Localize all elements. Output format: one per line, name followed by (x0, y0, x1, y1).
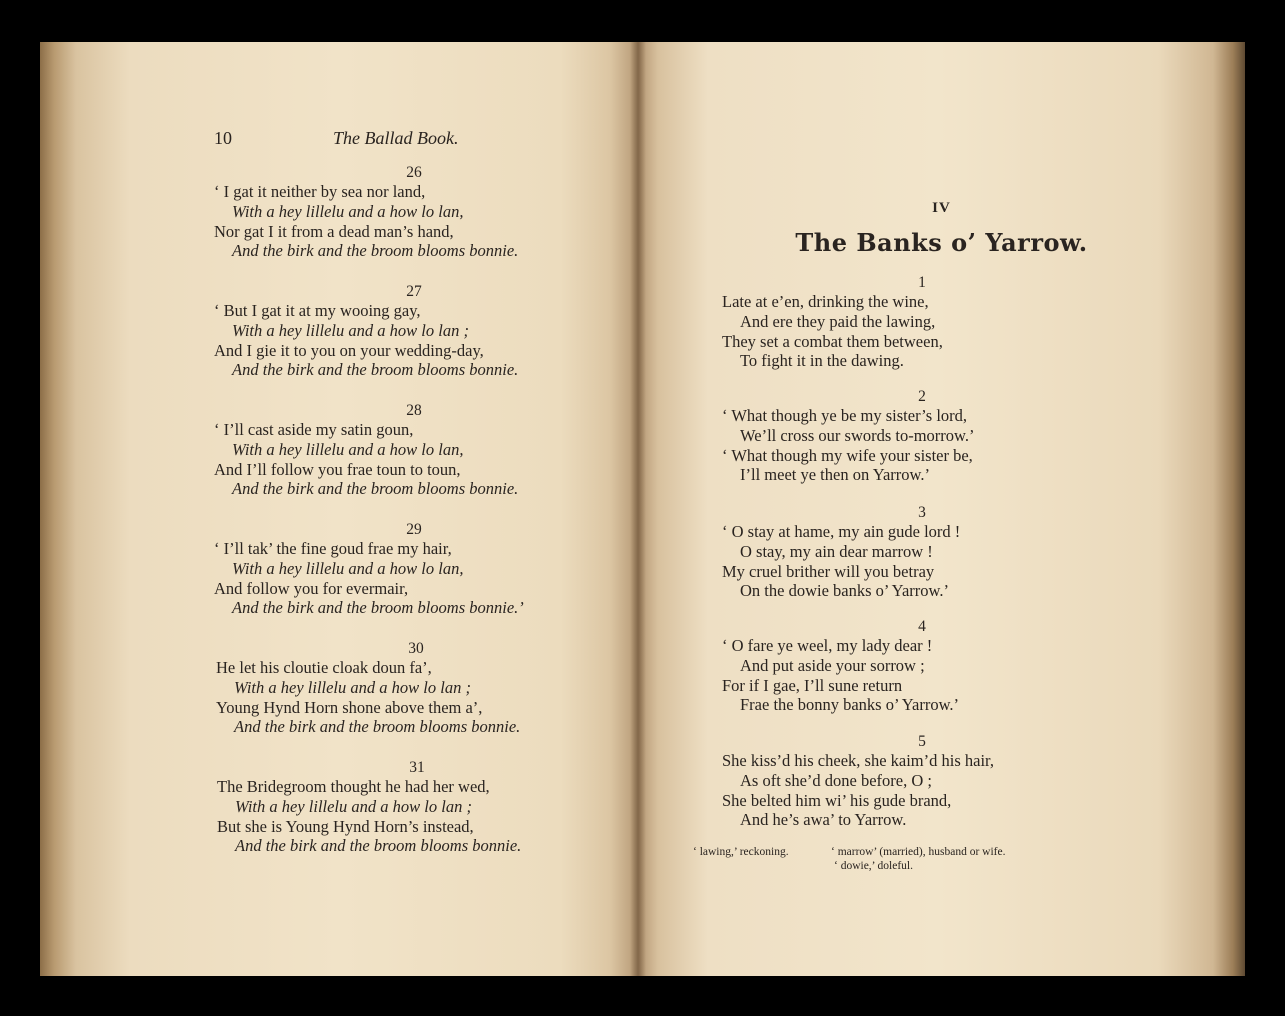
footnote: ‘ dowie,’ doleful. (834, 860, 913, 872)
book-gutter (630, 42, 646, 976)
verse-line: I’ll meet ye then on Yarrow.’ (740, 465, 931, 485)
verse-line: Young Hynd Horn shone above them a’, (216, 697, 483, 717)
verse-line: They set a combat them between, (722, 331, 943, 351)
refrain-line: With a hey lillelu and a how lo lan, (232, 439, 464, 459)
stanza-number: 28 (406, 402, 422, 419)
refrain-line: With a hey lillelu and a how lo lan ; (234, 677, 471, 697)
stanza (722, 504, 1122, 601)
stanza (214, 164, 614, 261)
stanza (216, 640, 616, 737)
stanza (722, 618, 1122, 715)
footnote: ‘ marrow’ (married), husband or wife. (831, 846, 1006, 858)
verse-line: ‘ I’ll cast aside my satin goun, (214, 420, 414, 439)
refrain-line: And the birk and the broom blooms bonnie. (234, 717, 521, 737)
verse-line: She kiss’d his cheek, she kaim’d his hair, (722, 751, 995, 770)
stanza (214, 402, 614, 499)
stanza (722, 274, 1122, 371)
stanza-number: 26 (406, 164, 422, 181)
verse-line: ‘ O fare ye weel, my lady dear ! (722, 636, 933, 655)
verse-line: And put aside your sorrow ; (740, 655, 925, 675)
stanza-number: 27 (406, 283, 422, 300)
stanza (214, 521, 614, 618)
verse-line: Late at e’en, drinking the wine, (722, 292, 929, 311)
ballad-number: IV (932, 200, 951, 216)
stanza (214, 283, 614, 380)
verse-line: The Bridegroom thought he had her wed, (217, 777, 490, 796)
refrain-line: With a hey lillelu and a how lo lan ; (232, 320, 469, 340)
stanza-number: 2 (918, 388, 926, 405)
verse-line: As oft she’d done before, O ; (740, 770, 932, 790)
verse-line: ‘ What though ye be my sister’s lord, (722, 406, 968, 425)
verse-line: ‘ O stay at hame, my ain gude lord ! (722, 522, 961, 541)
verse-line: And follow you for evermair, (214, 578, 409, 598)
refrain-line: And the birk and the broom blooms bonnie. (235, 836, 522, 856)
verse-line: ‘ I gat it neither by sea nor land, (214, 182, 426, 201)
running-title: The Ballad Book. (333, 128, 459, 148)
verse-line: ‘ What though my wife your sister be, (722, 445, 973, 465)
refrain-line: With a hey lillelu and a how lo lan, (232, 558, 464, 578)
verse-line: And I’ll follow you frae toun to toun, (214, 459, 461, 479)
footnote: ‘ lawing,’ reckoning. (693, 846, 789, 858)
open-book (40, 42, 1245, 976)
verse-line: On the dowie banks o’ Yarrow.’ (740, 581, 949, 601)
verse-line: He let his cloutie cloak doun fa’, (216, 658, 432, 677)
refrain-line: And the birk and the broom blooms bonnie. (232, 360, 519, 380)
verse-line: My cruel brither will you betray (722, 561, 935, 581)
refrain-line: And the birk and the broom blooms bonnie. (232, 241, 519, 261)
stanza-number: 5 (918, 733, 926, 750)
stanza (722, 388, 1122, 485)
stanza-number: 31 (409, 759, 425, 776)
stanza (217, 759, 617, 856)
ballad-title: The Banks o’ Yarrow. (795, 228, 1088, 257)
stanza-number: 29 (406, 521, 422, 538)
stanza-number: 4 (918, 618, 926, 635)
refrain-line: And the birk and the broom blooms bonnie. (232, 479, 519, 499)
verse-line: And he’s awa’ to Yarrow. (740, 810, 907, 830)
verse-line: We’ll cross our swords to-morrow.’ (740, 425, 975, 445)
right-page (638, 42, 1245, 976)
refrain-line: With a hey lillelu and a how lo lan ; (235, 796, 472, 816)
stanza-number: 3 (918, 504, 926, 521)
verse-line: ‘ I’ll tak’ the fine goud frae my hair, (214, 539, 452, 558)
verse-line: ‘ But I gat it at my wooing gay, (214, 301, 421, 320)
verse-line: But she is Young Hynd Horn’s instead, (217, 816, 474, 836)
refrain-line: And the birk and the broom blooms bonnie.’ (232, 598, 524, 618)
verse-line: And ere they paid the lawing, (740, 311, 936, 331)
verse-line: To fight it in the dawing. (740, 351, 904, 371)
verse-line: She belted him wi’ his gude brand, (722, 790, 952, 810)
stanza (722, 733, 1122, 830)
verse-line: For if I gae, I’ll sune return (722, 675, 903, 695)
verse-line: O stay, my ain dear marrow ! (740, 541, 933, 561)
verse-line: Frae the bonny banks o’ Yarrow.’ (740, 695, 960, 715)
verse-line: And I gie it to you on your wedding-day, (214, 340, 484, 360)
page-number: 10 (214, 128, 232, 148)
refrain-line: With a hey lillelu and a how lo lan, (232, 201, 464, 221)
stanza-number: 1 (918, 274, 926, 291)
left-page (40, 42, 638, 976)
stanza-number: 30 (408, 640, 424, 657)
verse-line: Nor gat I it from a dead man’s hand, (214, 221, 454, 241)
